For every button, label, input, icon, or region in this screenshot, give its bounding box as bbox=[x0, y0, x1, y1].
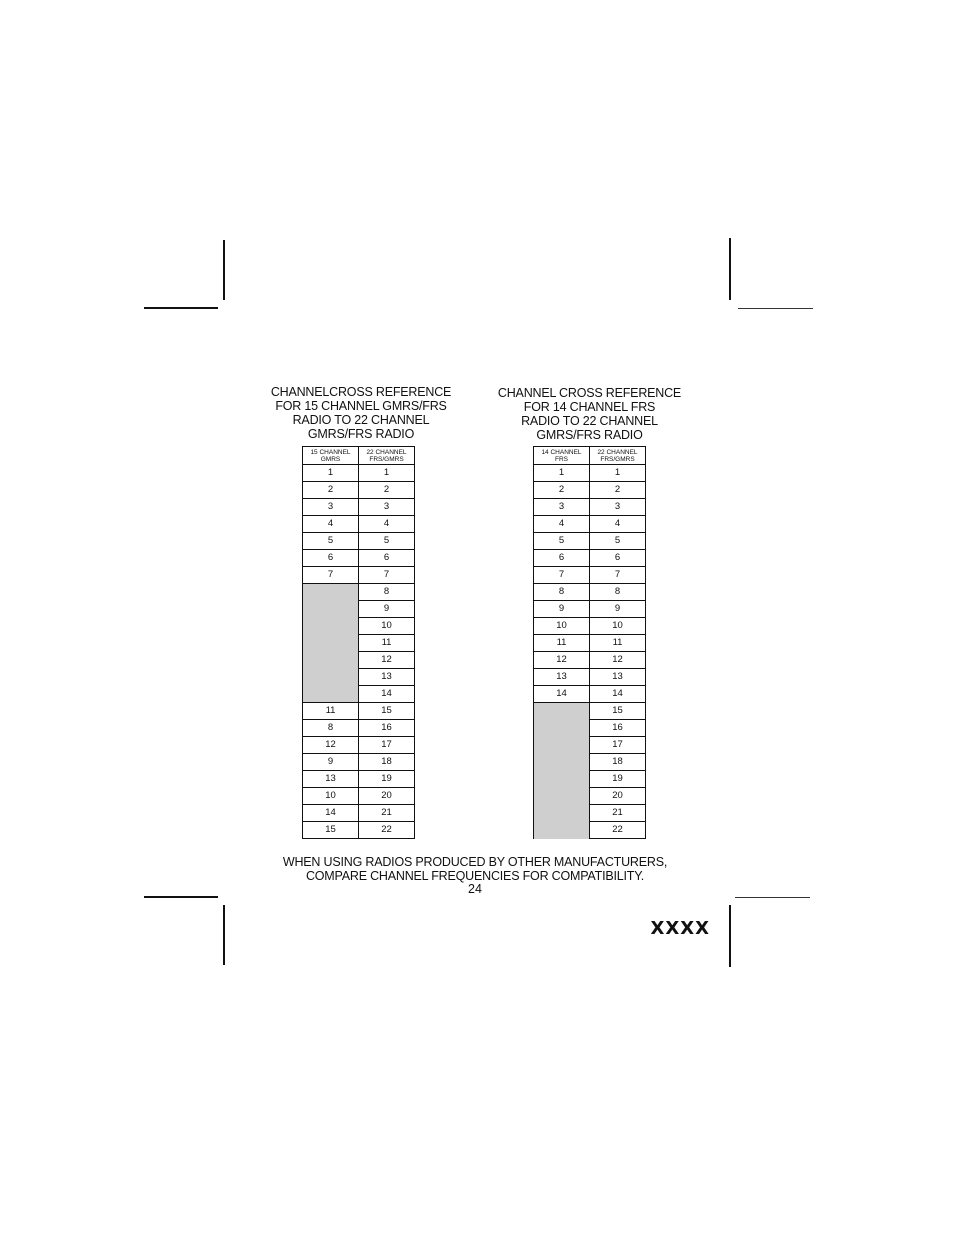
table-row bbox=[303, 499, 415, 516]
model-code: XXXX bbox=[650, 918, 710, 939]
table-row bbox=[303, 720, 415, 737]
target-channel-cell: 10 bbox=[590, 618, 646, 635]
table-row bbox=[534, 805, 646, 822]
left-title-line: RADIO TO 22 CHANNEL bbox=[292, 413, 430, 427]
table-row bbox=[303, 584, 415, 601]
source-channel-cell bbox=[534, 771, 590, 788]
source-channel-cell: 2 bbox=[303, 482, 359, 499]
target-channel-cell: 7 bbox=[590, 567, 646, 584]
header-line: FRS/GMRS bbox=[369, 455, 404, 463]
target-channel-cell: 9 bbox=[590, 601, 646, 618]
source-channel-cell: 13 bbox=[303, 771, 359, 788]
table-row bbox=[303, 567, 415, 584]
target-channel-cell: 15 bbox=[590, 703, 646, 720]
crop-mark-top-left-horizontal bbox=[144, 307, 218, 309]
source-channel-cell: 1 bbox=[303, 465, 359, 482]
table-row bbox=[303, 737, 415, 754]
target-channel-cell: 16 bbox=[590, 720, 646, 737]
right-title-line: GMRS/FRS RADIO bbox=[536, 428, 643, 442]
source-channel-cell bbox=[534, 822, 590, 839]
source-channel-cell bbox=[534, 805, 590, 822]
source-channel-cell: 12 bbox=[534, 652, 590, 669]
source-channel-cell bbox=[534, 703, 590, 720]
header-line: 22 CHANNEL bbox=[366, 448, 407, 456]
target-channel-cell: 13 bbox=[590, 669, 646, 686]
source-channel-cell bbox=[303, 584, 359, 601]
table-row bbox=[534, 618, 646, 635]
column-header bbox=[590, 447, 646, 465]
table-row bbox=[303, 822, 415, 839]
source-channel-cell: 3 bbox=[534, 499, 590, 516]
table-row bbox=[303, 805, 415, 822]
table-row bbox=[534, 720, 646, 737]
source-channel-cell: 8 bbox=[534, 584, 590, 601]
source-channel-cell: 6 bbox=[303, 550, 359, 567]
source-channel-cell: 15 bbox=[303, 822, 359, 839]
table-row bbox=[303, 465, 415, 482]
table-row bbox=[303, 788, 415, 805]
source-channel-cell bbox=[303, 686, 359, 703]
source-channel-cell: 5 bbox=[303, 533, 359, 550]
target-channel-cell: 13 bbox=[359, 669, 415, 686]
table-row bbox=[303, 533, 415, 550]
target-channel-cell: 12 bbox=[590, 652, 646, 669]
table-row bbox=[303, 635, 415, 652]
compatibility-note bbox=[250, 855, 700, 883]
source-channel-cell: 7 bbox=[534, 567, 590, 584]
target-channel-cell: 8 bbox=[590, 584, 646, 601]
source-channel-cell bbox=[303, 601, 359, 618]
target-channel-cell: 18 bbox=[590, 754, 646, 771]
crop-mark-bottom-right-horizontal bbox=[735, 897, 810, 898]
source-channel-cell: 1 bbox=[534, 465, 590, 482]
target-channel-cell: 14 bbox=[359, 686, 415, 703]
table-row bbox=[534, 584, 646, 601]
target-channel-cell: 7 bbox=[359, 567, 415, 584]
target-channel-cell: 16 bbox=[359, 720, 415, 737]
source-channel-cell bbox=[303, 652, 359, 669]
table-row bbox=[534, 499, 646, 516]
column-header bbox=[303, 447, 359, 465]
target-channel-cell: 19 bbox=[590, 771, 646, 788]
source-channel-cell: 4 bbox=[303, 516, 359, 533]
target-channel-cell: 12 bbox=[359, 652, 415, 669]
right-table-title bbox=[492, 386, 687, 442]
target-channel-cell: 8 bbox=[359, 584, 415, 601]
table-header-row bbox=[303, 447, 415, 465]
header-line: 15 CHANNEL bbox=[310, 448, 351, 456]
source-channel-cell bbox=[303, 635, 359, 652]
target-channel-cell: 22 bbox=[359, 822, 415, 839]
target-channel-cell: 2 bbox=[359, 482, 415, 499]
source-channel-cell bbox=[534, 720, 590, 737]
note-line: COMPARE CHANNEL FREQUENCIES FOR COMPATIBILITY. bbox=[305, 869, 645, 883]
source-channel-cell: 4 bbox=[534, 516, 590, 533]
table-row bbox=[303, 618, 415, 635]
target-channel-cell: 5 bbox=[359, 533, 415, 550]
left-title-line: FOR 15 CHANNEL GMRS/FRS bbox=[275, 399, 447, 413]
table-row bbox=[534, 635, 646, 652]
table-row bbox=[534, 788, 646, 805]
table-row bbox=[303, 771, 415, 788]
crop-mark-top-left-vertical bbox=[223, 240, 225, 300]
target-channel-cell: 3 bbox=[359, 499, 415, 516]
target-channel-cell: 1 bbox=[590, 465, 646, 482]
note-line: WHEN USING RADIOS PRODUCED BY OTHER MANUFACTURERS, bbox=[282, 855, 668, 869]
target-channel-cell: 1 bbox=[359, 465, 415, 482]
column-header bbox=[359, 447, 415, 465]
left-table-title bbox=[266, 385, 456, 441]
table-row bbox=[534, 533, 646, 550]
target-channel-cell: 22 bbox=[590, 822, 646, 839]
source-channel-cell: 11 bbox=[303, 703, 359, 720]
table-row bbox=[534, 652, 646, 669]
left-table-body bbox=[303, 465, 415, 839]
target-channel-cell: 15 bbox=[359, 703, 415, 720]
table-row bbox=[303, 703, 415, 720]
table-row bbox=[303, 516, 415, 533]
table-row bbox=[303, 482, 415, 499]
target-channel-cell: 11 bbox=[590, 635, 646, 652]
source-channel-cell bbox=[303, 669, 359, 686]
target-channel-cell: 6 bbox=[590, 550, 646, 567]
page-number: 24 bbox=[468, 882, 482, 896]
header-line: FRS bbox=[555, 455, 568, 463]
source-channel-cell: 6 bbox=[534, 550, 590, 567]
target-channel-cell: 11 bbox=[359, 635, 415, 652]
table-row bbox=[303, 686, 415, 703]
source-channel-cell: 3 bbox=[303, 499, 359, 516]
source-channel-cell: 9 bbox=[534, 601, 590, 618]
table-row bbox=[303, 601, 415, 618]
table-row bbox=[534, 669, 646, 686]
table-row bbox=[534, 703, 646, 720]
target-channel-cell: 6 bbox=[359, 550, 415, 567]
target-channel-cell: 18 bbox=[359, 754, 415, 771]
crop-mark-bottom-left-vertical bbox=[223, 905, 225, 965]
source-channel-cell bbox=[534, 754, 590, 771]
table-row bbox=[534, 550, 646, 567]
left-title-line: CHANNELCROSS REFERENCE bbox=[270, 385, 452, 399]
source-channel-cell: 12 bbox=[303, 737, 359, 754]
target-channel-cell: 21 bbox=[590, 805, 646, 822]
table-row bbox=[534, 754, 646, 771]
crop-mark-top-right-vertical bbox=[729, 238, 731, 300]
target-channel-cell: 10 bbox=[359, 618, 415, 635]
table-row bbox=[534, 516, 646, 533]
right-cross-reference-table bbox=[533, 446, 646, 839]
target-channel-cell: 14 bbox=[590, 686, 646, 703]
right-title-line: FOR 14 CHANNEL FRS bbox=[523, 400, 656, 414]
source-channel-cell bbox=[534, 737, 590, 754]
table-row bbox=[534, 771, 646, 788]
table-row bbox=[534, 465, 646, 482]
table-row bbox=[303, 652, 415, 669]
target-channel-cell: 4 bbox=[590, 516, 646, 533]
left-title-line: GMRS/FRS RADIO bbox=[307, 427, 415, 441]
source-channel-cell: 2 bbox=[534, 482, 590, 499]
target-channel-cell: 21 bbox=[359, 805, 415, 822]
header-line: 22 CHANNEL bbox=[597, 448, 638, 456]
source-channel-cell: 13 bbox=[534, 669, 590, 686]
left-cross-reference-table bbox=[302, 446, 415, 839]
source-channel-cell bbox=[534, 788, 590, 805]
target-channel-cell: 17 bbox=[590, 737, 646, 754]
target-channel-cell: 3 bbox=[590, 499, 646, 516]
header-line: FRS/GMRS bbox=[600, 455, 635, 463]
table-row bbox=[534, 567, 646, 584]
target-channel-cell: 4 bbox=[359, 516, 415, 533]
table-row bbox=[534, 822, 646, 839]
source-channel-cell: 10 bbox=[534, 618, 590, 635]
source-channel-cell bbox=[303, 618, 359, 635]
crop-mark-bottom-left-horizontal bbox=[144, 896, 218, 898]
source-channel-cell: 7 bbox=[303, 567, 359, 584]
right-title-line: RADIO TO 22 CHANNEL bbox=[521, 414, 658, 428]
column-header bbox=[534, 447, 590, 465]
table-row bbox=[303, 669, 415, 686]
table-row bbox=[534, 482, 646, 499]
table-row bbox=[303, 550, 415, 567]
table-header-row bbox=[534, 447, 646, 465]
target-channel-cell: 17 bbox=[359, 737, 415, 754]
source-channel-cell: 8 bbox=[303, 720, 359, 737]
source-channel-cell: 11 bbox=[534, 635, 590, 652]
right-table-body bbox=[534, 465, 646, 839]
table-row bbox=[534, 686, 646, 703]
table-row bbox=[534, 601, 646, 618]
header-line: 14 CHANNEL bbox=[541, 448, 582, 456]
table-row bbox=[303, 754, 415, 771]
target-channel-cell: 19 bbox=[359, 771, 415, 788]
source-channel-cell: 9 bbox=[303, 754, 359, 771]
source-channel-cell: 14 bbox=[303, 805, 359, 822]
source-channel-cell: 14 bbox=[534, 686, 590, 703]
source-channel-cell: 5 bbox=[534, 533, 590, 550]
target-channel-cell: 5 bbox=[590, 533, 646, 550]
target-channel-cell: 9 bbox=[359, 601, 415, 618]
crop-mark-bottom-right-vertical bbox=[729, 905, 731, 967]
table-row bbox=[534, 737, 646, 754]
header-line: GMRS bbox=[320, 455, 341, 463]
crop-mark-top-right-horizontal bbox=[738, 308, 813, 309]
right-title-line: CHANNEL CROSS REFERENCE bbox=[497, 386, 682, 400]
target-channel-cell: 2 bbox=[590, 482, 646, 499]
target-channel-cell: 20 bbox=[590, 788, 646, 805]
source-channel-cell: 10 bbox=[303, 788, 359, 805]
target-channel-cell: 20 bbox=[359, 788, 415, 805]
